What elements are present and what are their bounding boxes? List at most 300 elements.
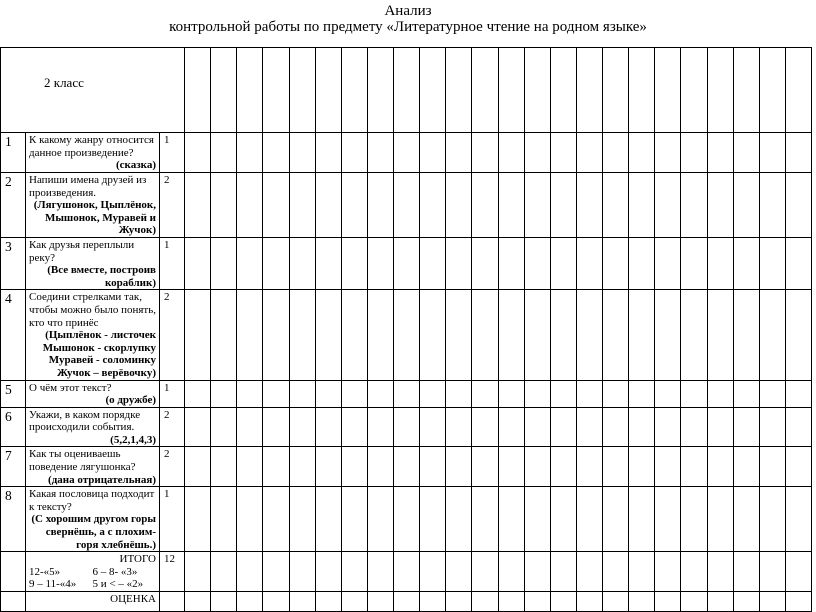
grid-cell — [785, 380, 811, 407]
grid-cell — [603, 290, 629, 380]
summary-points: 12 — [160, 552, 185, 592]
grid-cell — [341, 407, 367, 447]
grid-cell — [472, 592, 498, 612]
grid-cell — [550, 48, 576, 133]
question-points: 2 — [160, 407, 185, 447]
question-text: О чём этот текст? — [29, 381, 112, 394]
grid-cell — [341, 447, 367, 487]
grid-cell — [420, 487, 446, 552]
grade-row — [1, 592, 812, 612]
question-answer: (5,2,1,4,3) — [110, 433, 156, 446]
grid-cell — [681, 407, 707, 447]
grid-cell — [185, 447, 211, 487]
grid-cell — [420, 173, 446, 238]
grid-cell — [367, 592, 393, 612]
grid-cell — [289, 173, 315, 238]
question-cell — [26, 173, 160, 238]
grid-cell — [394, 380, 420, 407]
grid-cell — [263, 237, 289, 289]
grid-cell — [315, 592, 341, 612]
grid-cell — [655, 290, 681, 380]
grid-cell — [681, 552, 707, 592]
grid-cell — [472, 552, 498, 592]
grid-cell — [367, 237, 393, 289]
grid-cell — [759, 487, 785, 552]
grid-cell — [759, 290, 785, 380]
grid-cell — [315, 133, 341, 173]
grid-cell — [655, 173, 681, 238]
grid-cell — [341, 133, 367, 173]
grid-cell — [367, 487, 393, 552]
grid-cell — [341, 48, 367, 133]
grid-cell — [446, 133, 472, 173]
grid-cell — [681, 173, 707, 238]
grid-cell — [498, 290, 524, 380]
question-row — [1, 380, 812, 407]
grid-cell — [629, 407, 655, 447]
question-cell — [26, 290, 160, 380]
grid-cell — [785, 290, 811, 380]
grid-cell — [733, 133, 759, 173]
grid-cell — [759, 447, 785, 487]
grid-cell — [472, 133, 498, 173]
question-points: 1 — [160, 380, 185, 407]
grid-cell — [655, 447, 681, 487]
analysis-table — [0, 47, 812, 612]
question-answer: (о дружбе) — [105, 394, 156, 407]
grid-cell — [629, 552, 655, 592]
question-number: 6 — [1, 407, 26, 447]
grid-cell — [237, 48, 263, 133]
grid-cell — [576, 447, 602, 487]
grid-cell — [785, 173, 811, 238]
grade-2: 5 и < – «2» — [92, 578, 144, 591]
grading-scale — [29, 566, 156, 591]
grid-cell — [603, 592, 629, 612]
grid-cell — [341, 173, 367, 238]
grid-cell — [629, 380, 655, 407]
grid-cell — [603, 447, 629, 487]
grade-3: 6 – 8- «3» — [92, 565, 138, 578]
class-header-cell — [1, 48, 185, 133]
grid-cell — [315, 407, 341, 447]
grid-cell — [576, 237, 602, 289]
summary-label: ИТОГО — [119, 553, 156, 566]
grid-cell — [759, 133, 785, 173]
question-text: Напиши имена друзей из произведения. — [29, 174, 147, 199]
grid-cell — [446, 380, 472, 407]
grid-cell — [185, 48, 211, 133]
grid-cell — [420, 48, 446, 133]
grid-cell — [315, 173, 341, 238]
grade-points-cell — [160, 592, 185, 612]
grid-cell — [759, 407, 785, 447]
question-answer: (С хорошим другом горы свернёшь, а с плохим- горя хлебнёшь.) — [31, 513, 156, 551]
question-row — [1, 487, 812, 552]
grid-cell — [733, 173, 759, 238]
grid-cell — [759, 380, 785, 407]
grid-cell — [420, 447, 446, 487]
grade-4: 9 – 11-«4» — [29, 578, 77, 591]
grid-cell — [707, 552, 733, 592]
grid-cell — [498, 133, 524, 173]
grid-cell — [707, 487, 733, 552]
grid-cell — [237, 552, 263, 592]
grid-cell — [603, 133, 629, 173]
question-row — [1, 237, 812, 289]
question-number: 1 — [1, 133, 26, 173]
grid-cell — [263, 380, 289, 407]
grid-cell — [603, 237, 629, 289]
grid-cell — [289, 133, 315, 173]
question-answer: (Все вместе, построив кораблик) — [47, 264, 156, 289]
grid-cell — [524, 237, 550, 289]
grid-cell — [550, 552, 576, 592]
summary-cell — [26, 552, 160, 592]
grid-cell — [629, 237, 655, 289]
grid-cell — [576, 552, 602, 592]
grid-cell — [420, 592, 446, 612]
grid-cell — [211, 237, 237, 289]
grid-cell — [498, 592, 524, 612]
question-number: 3 — [1, 237, 26, 289]
grid-cell — [655, 48, 681, 133]
grid-cell — [707, 407, 733, 447]
grid-cell — [420, 552, 446, 592]
grid-cell — [263, 592, 289, 612]
grid-cell — [446, 173, 472, 238]
grid-cell — [420, 237, 446, 289]
grid-cell — [681, 237, 707, 289]
grid-cell — [211, 380, 237, 407]
grid-cell — [655, 592, 681, 612]
grid-cell — [524, 380, 550, 407]
question-row — [1, 407, 812, 447]
question-answer: (Цыплёнок - листочек Мышонок - скорлупку Муравей - соломинку Жучок – верёвочку) — [42, 329, 156, 379]
grid-cell — [629, 290, 655, 380]
question-number: 7 — [1, 447, 26, 487]
grid-cell — [759, 592, 785, 612]
grid-cell — [733, 447, 759, 487]
grid-cell — [446, 487, 472, 552]
question-cell — [26, 487, 160, 552]
grid-cell — [655, 133, 681, 173]
grid-cell — [655, 237, 681, 289]
grid-cell — [237, 173, 263, 238]
grid-cell — [367, 290, 393, 380]
summary-number-cell — [1, 552, 26, 592]
grid-cell — [394, 290, 420, 380]
grid-cell — [576, 380, 602, 407]
grid-cell — [185, 133, 211, 173]
grid-cell — [655, 407, 681, 447]
grid-cell — [394, 237, 420, 289]
grid-cell — [524, 592, 550, 612]
grid-cell — [524, 290, 550, 380]
question-points: 2 — [160, 290, 185, 380]
grid-cell — [785, 237, 811, 289]
grid-cell — [550, 133, 576, 173]
grid-cell — [733, 48, 759, 133]
grid-cell — [315, 237, 341, 289]
grid-cell — [446, 290, 472, 380]
question-row — [1, 290, 812, 380]
grid-cell — [681, 380, 707, 407]
grid-cell — [785, 133, 811, 173]
question-text: К какому жанру относится данное произведение? — [29, 134, 154, 159]
grid-cell — [446, 237, 472, 289]
grid-cell — [472, 237, 498, 289]
grid-cell — [394, 487, 420, 552]
grid-cell — [237, 133, 263, 173]
grid-cell — [237, 447, 263, 487]
grid-cell — [263, 173, 289, 238]
question-points: 2 — [160, 447, 185, 487]
question-row — [1, 173, 812, 238]
grid-cell — [263, 447, 289, 487]
grid-cell — [524, 487, 550, 552]
grid-cell — [315, 447, 341, 487]
grid-cell — [603, 48, 629, 133]
grid-cell — [367, 552, 393, 592]
grade-label: ОЦЕНКА — [26, 592, 160, 612]
grid-cell — [576, 290, 602, 380]
grid-cell — [759, 552, 785, 592]
grid-cell — [472, 447, 498, 487]
grid-cell — [367, 380, 393, 407]
grid-cell — [472, 173, 498, 238]
grid-cell — [576, 133, 602, 173]
grid-cell — [367, 173, 393, 238]
question-points: 1 — [160, 487, 185, 552]
grid-cell — [394, 447, 420, 487]
grid-cell — [550, 487, 576, 552]
grid-cell — [707, 237, 733, 289]
grid-cell — [394, 552, 420, 592]
grid-cell — [446, 592, 472, 612]
grid-cell — [289, 290, 315, 380]
grid-cell — [550, 592, 576, 612]
document-title: Анализ — [384, 3, 432, 19]
grid-cell — [785, 487, 811, 552]
grid-cell — [211, 407, 237, 447]
grid-cell — [211, 592, 237, 612]
grid-cell — [576, 173, 602, 238]
grid-cell — [367, 48, 393, 133]
grid-cell — [550, 407, 576, 447]
grid-cell — [315, 487, 341, 552]
question-cell — [26, 380, 160, 407]
grid-cell — [707, 380, 733, 407]
grid-cell — [759, 173, 785, 238]
grid-cell — [498, 237, 524, 289]
grid-cell — [629, 487, 655, 552]
grade-5: 12-«5» — [29, 565, 61, 578]
grid-cell — [211, 133, 237, 173]
grid-cell — [394, 133, 420, 173]
grid-cell — [629, 592, 655, 612]
grid-cell — [655, 487, 681, 552]
grid-cell — [785, 447, 811, 487]
grid-cell — [289, 407, 315, 447]
grid-cell — [707, 447, 733, 487]
grid-cell — [446, 447, 472, 487]
grid-cell — [550, 290, 576, 380]
question-points: 1 — [160, 133, 185, 173]
grid-cell — [315, 290, 341, 380]
grid-cell — [629, 48, 655, 133]
grid-cell — [629, 133, 655, 173]
grid-cell — [237, 592, 263, 612]
question-row — [1, 133, 812, 173]
grid-cell — [733, 592, 759, 612]
grid-cell — [420, 290, 446, 380]
question-number: 5 — [1, 380, 26, 407]
grid-cell — [655, 380, 681, 407]
question-text: Соедини стрелками так, чтобы можно было понять, кто что принёс — [29, 291, 156, 329]
grid-cell — [707, 290, 733, 380]
question-points: 2 — [160, 173, 185, 238]
grid-cell — [681, 487, 707, 552]
grid-cell — [472, 48, 498, 133]
grid-cell — [394, 173, 420, 238]
grid-cell — [420, 133, 446, 173]
grid-cell — [681, 447, 707, 487]
grid-cell — [603, 552, 629, 592]
grid-cell — [263, 552, 289, 592]
grid-cell — [289, 380, 315, 407]
grid-cell — [263, 407, 289, 447]
grid-cell — [394, 48, 420, 133]
grid-cell — [498, 552, 524, 592]
grid-cell — [263, 48, 289, 133]
grid-cell — [681, 290, 707, 380]
grid-cell — [185, 237, 211, 289]
grid-cell — [341, 380, 367, 407]
grid-cell — [707, 173, 733, 238]
grid-cell — [185, 592, 211, 612]
grid-cell — [394, 407, 420, 447]
grid-cell — [733, 407, 759, 447]
grid-cell — [367, 133, 393, 173]
grid-cell — [733, 237, 759, 289]
grid-cell — [420, 407, 446, 447]
grid-cell — [341, 552, 367, 592]
grid-cell — [550, 237, 576, 289]
grid-cell — [759, 237, 785, 289]
grid-cell — [576, 407, 602, 447]
grid-cell — [759, 48, 785, 133]
grid-cell — [185, 290, 211, 380]
grid-cell — [498, 380, 524, 407]
grid-cell — [367, 407, 393, 447]
grid-cell — [211, 487, 237, 552]
question-cell — [26, 447, 160, 487]
grid-cell — [524, 173, 550, 238]
grid-cell — [263, 487, 289, 552]
grid-cell — [472, 290, 498, 380]
grid-cell — [211, 552, 237, 592]
grid-cell — [185, 552, 211, 592]
grid-cell — [289, 552, 315, 592]
summary-row — [1, 552, 812, 592]
grid-cell — [394, 592, 420, 612]
grid-cell — [603, 173, 629, 238]
grid-cell — [263, 133, 289, 173]
grid-cell — [289, 237, 315, 289]
grid-cell — [681, 592, 707, 612]
grid-cell — [237, 487, 263, 552]
grid-cell — [289, 447, 315, 487]
grid-cell — [237, 237, 263, 289]
grid-cell — [785, 592, 811, 612]
grid-cell — [603, 380, 629, 407]
grid-cell — [185, 487, 211, 552]
grid-cell — [524, 407, 550, 447]
question-number: 2 — [1, 173, 26, 238]
grid-cell — [576, 48, 602, 133]
grid-cell — [237, 290, 263, 380]
grid-cell — [341, 592, 367, 612]
grid-cell — [289, 592, 315, 612]
grid-cell — [550, 447, 576, 487]
grid-cell — [315, 552, 341, 592]
grid-cell — [341, 487, 367, 552]
grid-cell — [707, 133, 733, 173]
question-text: Как друзья переплыли реку? — [29, 238, 135, 264]
question-text: Как ты оцениваешь поведение лягушонка? — [29, 448, 136, 474]
grid-cell — [185, 380, 211, 407]
grid-cell — [498, 447, 524, 487]
grid-cell — [498, 173, 524, 238]
grid-cell — [707, 48, 733, 133]
question-answer: (дана отрицательная) — [48, 473, 156, 486]
grid-cell — [446, 48, 472, 133]
grid-cell — [367, 447, 393, 487]
grid-cell — [289, 48, 315, 133]
grid-cell — [733, 380, 759, 407]
grid-cell — [550, 380, 576, 407]
grid-cell — [315, 380, 341, 407]
question-answer: (сказка) — [116, 159, 156, 172]
grid-cell — [629, 447, 655, 487]
grid-cell — [524, 48, 550, 133]
grid-cell — [263, 290, 289, 380]
question-cell — [26, 407, 160, 447]
question-number: 8 — [1, 487, 26, 552]
grid-cell — [341, 290, 367, 380]
grid-cell — [498, 48, 524, 133]
grid-cell — [498, 407, 524, 447]
class-label: 2 класс — [44, 75, 84, 90]
grid-cell — [472, 487, 498, 552]
grid-cell — [420, 380, 446, 407]
question-cell — [26, 133, 160, 173]
grid-cell — [237, 407, 263, 447]
grid-cell — [185, 407, 211, 447]
grid-cell — [524, 447, 550, 487]
grid-cell — [185, 173, 211, 238]
grid-cell — [446, 407, 472, 447]
grid-cell — [785, 48, 811, 133]
grid-cell — [707, 592, 733, 612]
grid-cell — [315, 48, 341, 133]
grid-cell — [211, 447, 237, 487]
grid-cell — [472, 407, 498, 447]
question-row — [1, 447, 812, 487]
grid-cell — [576, 487, 602, 552]
grid-cell — [498, 487, 524, 552]
